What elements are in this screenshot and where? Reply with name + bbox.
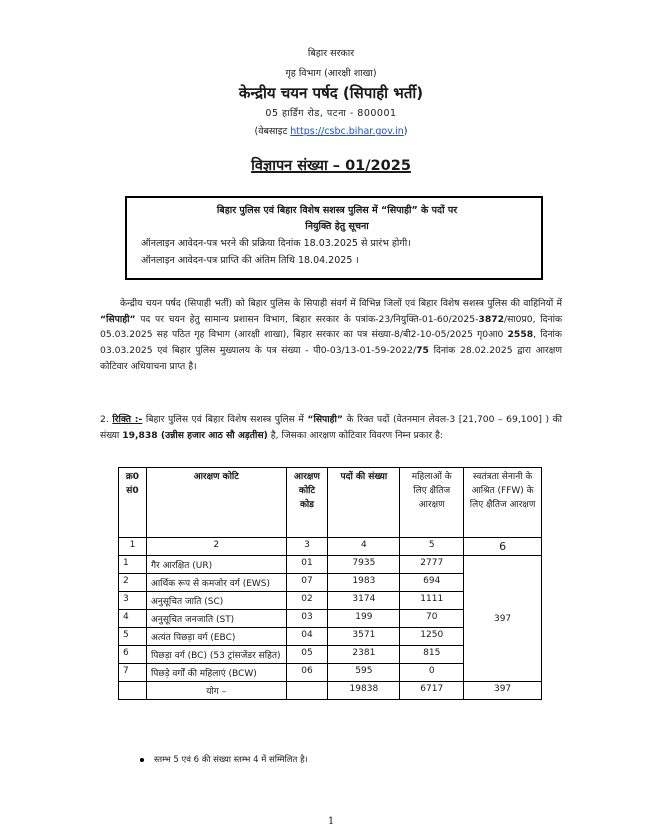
cell-category: गैर आरक्षित (UR) bbox=[146, 556, 286, 574]
cell-sn: 4 bbox=[119, 610, 147, 628]
header-category: आरक्षण कोटि bbox=[146, 468, 286, 538]
col-num: 5 bbox=[400, 538, 464, 556]
p2-text-a: बिहार पुलिस एवं बिहार विशेष सशस्त्र पुलिस में bbox=[142, 414, 308, 425]
cell-women: 815 bbox=[400, 646, 464, 664]
total-row bbox=[119, 682, 542, 700]
cell-posts: 199 bbox=[328, 610, 400, 628]
advertisement-number: विज्ञापन संख्या – 01/2025 bbox=[251, 158, 411, 174]
footnote bbox=[140, 754, 308, 765]
cell-ffw-merged: 397 bbox=[464, 556, 542, 682]
cell-sn: 3 bbox=[119, 592, 147, 610]
cell-category: अनुसूचित जनजाति (ST) bbox=[146, 610, 286, 628]
col-num: 3 bbox=[286, 538, 328, 556]
cell-women: 70 bbox=[400, 610, 464, 628]
cell-posts: 3174 bbox=[328, 592, 400, 610]
col-num: 4 bbox=[328, 538, 400, 556]
cell-code: 01 bbox=[286, 556, 328, 574]
notice-box bbox=[125, 196, 543, 280]
p1-text-e: /सा0प्र0, दिनांक 05.03.2025 सह पठित गृह विभाग (आरक्षी शाखा), बिहार सरकार का पत्र संख्या-8/बी2-10-05/2025 गृ0आ0 bbox=[100, 313, 562, 341]
cell-women: 2777 bbox=[400, 556, 464, 574]
cell-sn: 7 bbox=[119, 664, 147, 682]
cell-posts: 2381 bbox=[328, 646, 400, 664]
cell-code: 02 bbox=[286, 592, 328, 610]
cell-category: पिछड़े वर्गों की महिलाएं (BCW) bbox=[146, 664, 286, 682]
cell-sn: 2 bbox=[119, 574, 147, 592]
cell-women: 1250 bbox=[400, 628, 464, 646]
board-title: केन्द्रीय चयन पर्षद (सिपाही भर्ती) bbox=[238, 84, 424, 102]
cell-category: पिछड़ा वर्ग (BC) (53 ट्रांसजेंडर सहित) bbox=[146, 646, 286, 664]
p2-total-vacancy: 19,838 (उन्नीस हजार आठ सौ अड़तीस) bbox=[122, 429, 268, 441]
p1-text-g: , दिनांक 03.03.2025 एवं बिहार पुलिस मुख्यालय के पत्र संख्या - पी0-03/13-01-59-2022/ bbox=[100, 329, 562, 357]
cell-code: 03 bbox=[286, 610, 328, 628]
cell-code bbox=[286, 682, 328, 700]
cell-category: आर्थिक रूप से कमजोर वर्ग (EWS) bbox=[146, 574, 286, 592]
p2-text-e: है, जिसका आरक्षण कोटिवार विवरण निम्न प्रकार है: bbox=[267, 429, 443, 441]
cell-sn: 6 bbox=[119, 646, 147, 664]
govt-label: बिहार सरकार bbox=[307, 48, 355, 59]
table-header-row bbox=[119, 468, 542, 538]
header-posts: पदों की संख्या bbox=[328, 468, 400, 538]
notice-heading-1: बिहार पुलिस एवं बिहार विशेष सशस्त्र पुलिस में “सिपाही” के पदों पर bbox=[216, 205, 458, 216]
paragraph-2 bbox=[100, 412, 562, 443]
table-row bbox=[119, 556, 542, 574]
notice-heading-2: नियुक्ति हेतु सूचना bbox=[305, 221, 369, 232]
paragraph-1 bbox=[100, 296, 562, 375]
cell-women: 1111 bbox=[400, 592, 464, 610]
bullet-icon bbox=[140, 758, 144, 762]
website-close: ) bbox=[403, 126, 408, 137]
total-posts: 19838 bbox=[328, 682, 400, 700]
p1-letter-no-3: 75 bbox=[416, 345, 429, 357]
dept-label: गृह विभाग (आरक्षी शाखा) bbox=[285, 68, 377, 79]
cell-women: 0 bbox=[400, 664, 464, 682]
p1-text-c: पद पर चयन हेतु सामान्य प्रशासन विभाग, बिहार सरकार के पत्रांक-23/नियुक्ति-01-60/2025- bbox=[135, 313, 479, 325]
col-num: 1 bbox=[119, 538, 147, 556]
col-num: 2 bbox=[146, 538, 286, 556]
cell-posts: 1983 bbox=[328, 574, 400, 592]
cell-sn bbox=[119, 682, 147, 700]
page-number: 1 bbox=[327, 816, 335, 827]
p1-post: “सिपाही” bbox=[100, 313, 136, 325]
cell-code: 04 bbox=[286, 628, 328, 646]
column-number-row bbox=[119, 538, 542, 556]
footnote-text: स्तम्भ 5 एवं 6 की संख्या स्तम्भ 4 में सम्मिलित है। bbox=[154, 755, 308, 765]
notice-start-date: ऑनलाइन आवेदन-पत्र भरने की प्रक्रिया दिनांक 18.03.2025 से प्रारंभ होगी। bbox=[141, 238, 411, 249]
cell-women: 694 bbox=[400, 574, 464, 592]
notice-end-date: ऑनलाइन आवेदन-पत्र प्राप्ति की अंतिम तिथि 18.04.2025 । bbox=[141, 255, 359, 266]
p2-text-c: के रिक्त पदों (वेतनमान लेवल-3 [21,700 – 69,100] ) की संख्या bbox=[100, 414, 563, 441]
p1-letter-no-2: 2558 bbox=[507, 329, 534, 341]
website-line bbox=[0, 124, 662, 137]
p2-post: “सिपाही” bbox=[307, 414, 343, 425]
cell-posts: 595 bbox=[328, 664, 400, 682]
website-link[interactable]: https://csbc.bihar.gov.in bbox=[290, 126, 404, 137]
header-code: आरक्षण कोटि कोड bbox=[286, 468, 328, 538]
header-ffw: स्वतंत्रता सेनानी के आश्रित (FFW) के लिए क्षैतिज आरक्षण bbox=[464, 468, 542, 538]
cell-code: 07 bbox=[286, 574, 328, 592]
cell-code: 06 bbox=[286, 664, 328, 682]
cell-code: 05 bbox=[286, 646, 328, 664]
total-ffw: 397 bbox=[464, 682, 542, 700]
header-women: महिलाओं के लिए क्षैतिज आरक्षण bbox=[400, 468, 464, 538]
p1-text-a: केन्द्रीय चयन पर्षद (सिपाही भर्ती) को बिहार पुलिस के सिपाही संवर्ग में विभिन्न जिलों एवं बिहार विशेष सशस्त्र पुलिस की वाहिनियों में bbox=[120, 298, 562, 309]
address: 05 हार्डिंग रोड, पटना - 800001 bbox=[265, 108, 397, 119]
total-label: योग – bbox=[146, 682, 286, 700]
website-label: (वेबसाइट bbox=[254, 126, 288, 137]
cell-sn: 1 bbox=[119, 556, 147, 574]
cell-posts: 3571 bbox=[328, 628, 400, 646]
p2-number: 2. bbox=[100, 414, 113, 425]
cell-sn: 5 bbox=[119, 628, 147, 646]
p1-text-i: दिनांक 28.02.2025 द्वारा आरक्षण कोटिवार अधियाचना प्राप्त है। bbox=[100, 345, 562, 372]
cell-category: अत्यंत पिछड़ा वर्ग (EBC) bbox=[146, 628, 286, 646]
p2-label: रिक्ति :- bbox=[112, 414, 143, 425]
header-sn: क्र0 सं0 bbox=[119, 468, 147, 538]
cell-posts: 7935 bbox=[328, 556, 400, 574]
col-num: 6 bbox=[464, 538, 542, 556]
total-women: 6717 bbox=[400, 682, 464, 700]
p1-letter-no-1: 3872 bbox=[478, 313, 504, 325]
cell-category: अनुसूचित जाति (SC) bbox=[146, 592, 286, 610]
reservation-table bbox=[118, 467, 542, 700]
